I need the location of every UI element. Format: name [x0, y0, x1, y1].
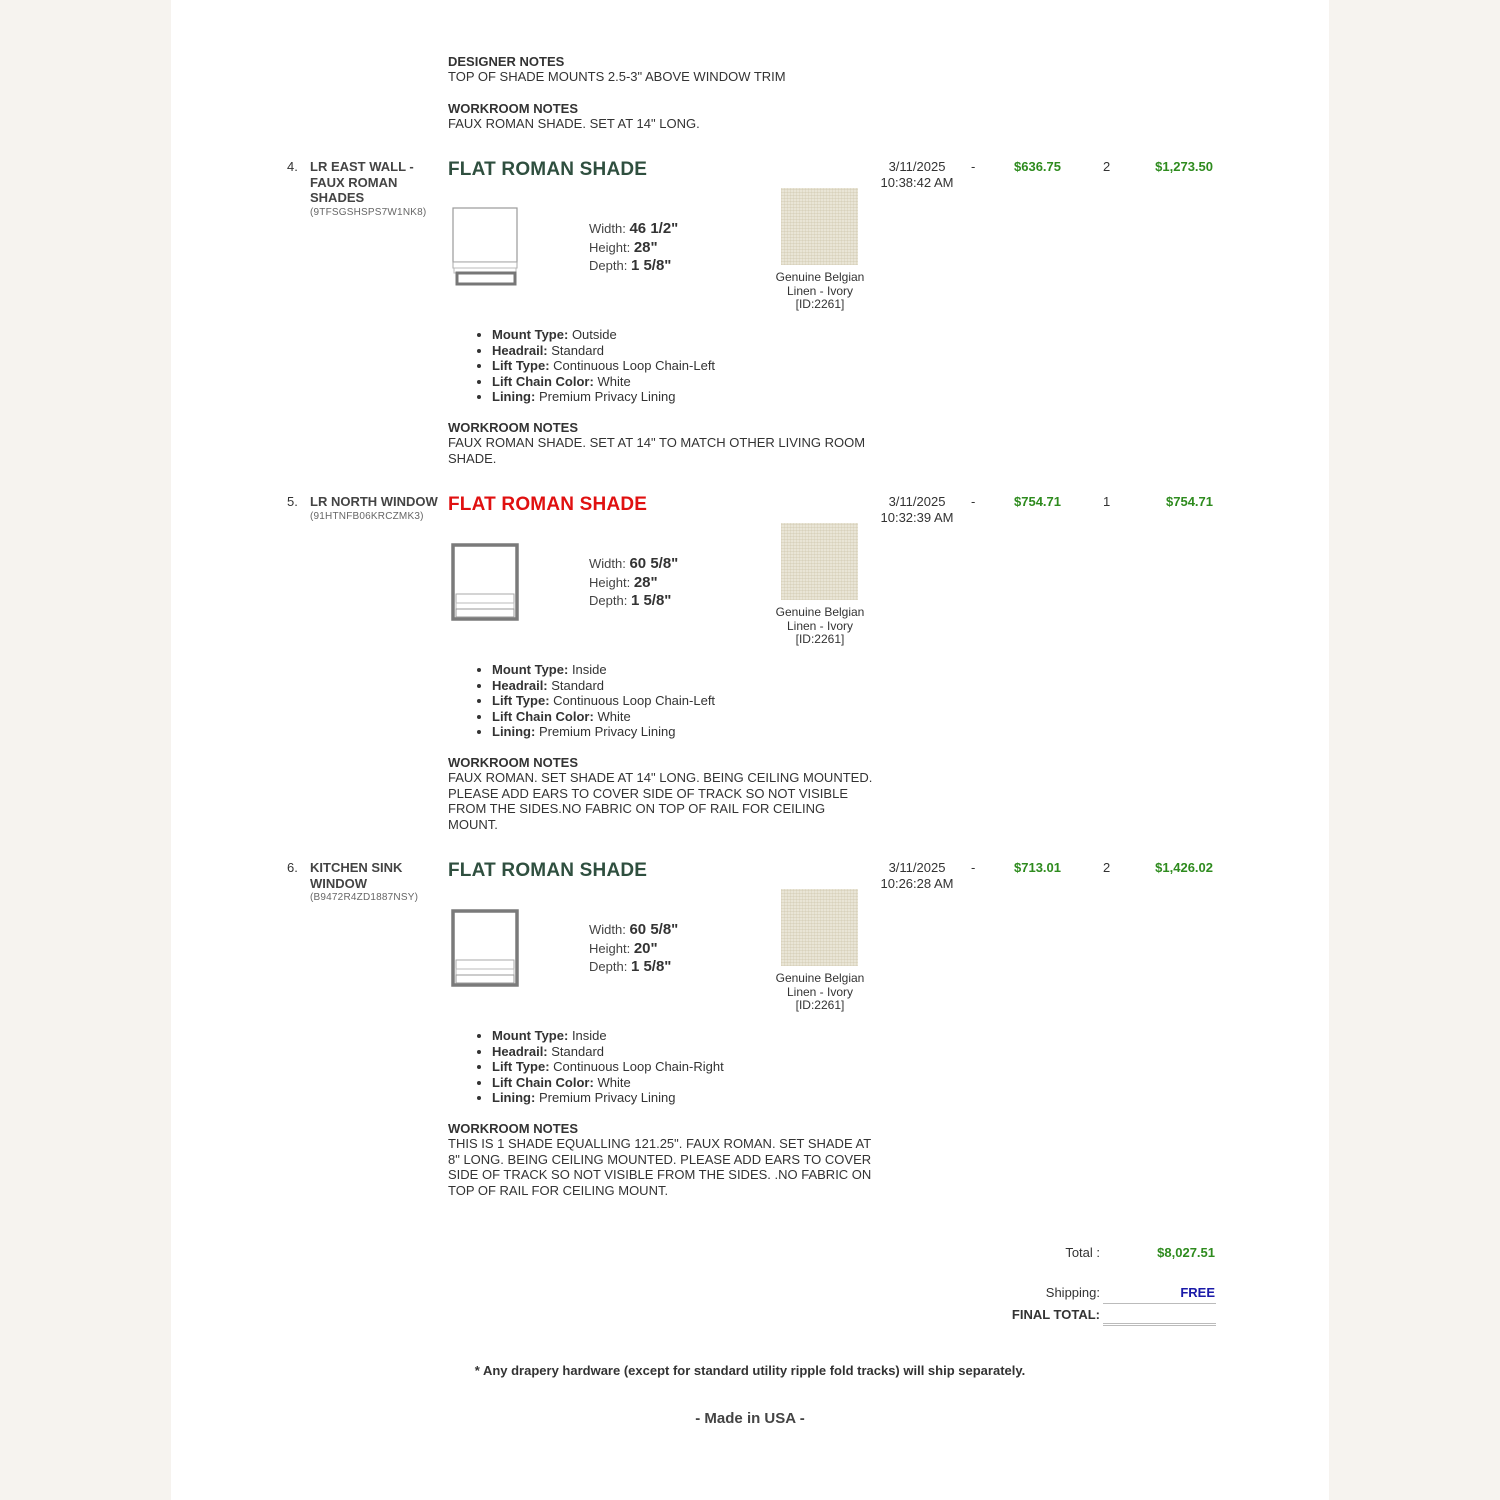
hardware-note: * Any drapery hardware (except for standard utility ripple fold tracks) will ship separately.	[474, 1363, 1026, 1378]
spec-mount-type: • Mount Type: Inside	[492, 1028, 724, 1044]
final-total-label: FINAL TOTAL:	[1011, 1307, 1100, 1322]
spec-list	[448, 1028, 724, 1106]
height-label: Height:	[589, 239, 631, 255]
workroom-notes-text: THIS IS 1 SHADE EQUALLING 121.25". FAUX ROMAN. SET SHADE AT 8" LONG. BEING CEILING MOUNTED. PLEASE ADD EARS TO COVER SIDE OF TRACK SO NOT VISIBLE FROM THE SIDES. .NO FABRIC ON TOP OF RAIL FOR CEILING MOUNT.	[448, 1136, 872, 1198]
shipping-divider	[1103, 1303, 1216, 1304]
item-room	[310, 860, 438, 903]
dimensions	[589, 921, 678, 977]
workroom-notes-label: WORKROOM NOTES	[448, 1121, 578, 1136]
order-date: 3/11/2025 10:38:42 AM	[880, 159, 954, 190]
spec-lift-type: • Lift Type: Continuous Loop Chain-Left	[492, 693, 715, 709]
height-value: 28"	[633, 238, 658, 256]
product-title: FLAT ROMAN SHADE	[448, 159, 648, 180]
discount-dash: -	[971, 494, 976, 509]
workroom-notes-label: WORKROOM NOTES	[448, 100, 578, 116]
height-label: Height:	[589, 574, 631, 590]
product-title: FLAT ROMAN SHADE	[448, 860, 648, 881]
shipping-label: Shipping:	[1045, 1285, 1100, 1300]
spec-list	[448, 662, 715, 740]
width-label: Width:	[589, 922, 626, 937]
spec-headrail: • Headrail: Standard	[492, 678, 715, 694]
fabric-swatch	[781, 188, 858, 265]
width-value: 46 1/2"	[629, 220, 679, 237]
workroom-notes	[448, 755, 873, 832]
width-label: Width:	[589, 221, 626, 236]
spec-lift-type: • Lift Type: Continuous Loop Chain-Right	[492, 1059, 724, 1075]
workroom-notes-text: FAUX ROMAN SHADE. SET AT 14" LONG.	[448, 115, 700, 131]
depth-label: Depth:	[589, 959, 628, 974]
item-room-name: KITCHEN SINK WINDOW	[310, 860, 403, 891]
spec-lining: • Lining: Premium Privacy Lining	[492, 389, 715, 405]
spec-lining: • Lining: Premium Privacy Lining	[492, 724, 715, 740]
quantity: 1	[1103, 494, 1111, 509]
width-value: 60 5/8"	[629, 555, 679, 572]
quantity: 2	[1103, 159, 1111, 174]
inside-mount-shade-icon	[450, 542, 522, 624]
spec-list	[448, 327, 715, 405]
fabric-name: Genuine Belgian Linen - Ivory [ID:2261]	[775, 270, 865, 311]
item-room	[310, 494, 438, 522]
order-date: 3/11/2025 10:26:28 AM	[880, 860, 954, 891]
order-date: 3/11/2025 10:32:39 AM	[880, 494, 954, 525]
workroom-notes-label: WORKROOM NOTES	[448, 420, 578, 435]
total-value: $8,027.51	[1157, 1245, 1215, 1260]
top-notes	[448, 54, 888, 131]
spec-mount-type: • Mount Type: Inside	[492, 662, 715, 678]
spec-lift-chain-color: • Lift Chain Color: White	[492, 709, 715, 725]
height-label: Height:	[589, 940, 631, 956]
designer-notes-text: TOP OF SHADE MOUNTS 2.5-3" ABOVE WINDOW TRIM	[448, 69, 786, 84]
height-value: 20"	[633, 939, 658, 957]
item-number: 6.	[287, 860, 298, 875]
unit-price: $713.01	[1014, 860, 1061, 875]
unit-price: $754.71	[1014, 494, 1061, 509]
item-code: (9TFSGSHSPS7W1NK8)	[310, 206, 427, 218]
line-total: $1,426.02	[1155, 860, 1213, 875]
item-code: (91HTNFB06KRCZMK3)	[310, 510, 424, 522]
made-in-usa: - Made in USA -	[695, 1410, 805, 1427]
workroom-notes-text: FAUX ROMAN. SET SHADE AT 14" LONG. BEING CEILING MOUNTED. PLEASE ADD EARS TO COVER SIDE OF TRACK SO NOT VISIBLE FROM THE SIDES.NO FABRIC ON TOP OF RAIL FOR CEILING MOUNT.	[448, 770, 873, 832]
inside-mount-shade-icon	[450, 908, 522, 990]
fabric-name: Genuine Belgian Linen - Ivory [ID:2261]	[775, 605, 865, 646]
workroom-notes-text: FAUX ROMAN SHADE. SET AT 14" TO MATCH OTHER LIVING ROOM SHADE.	[448, 435, 866, 466]
spec-lift-chain-color: • Lift Chain Color: White	[492, 374, 715, 390]
depth-value: 1 5/8"	[630, 592, 672, 609]
order-page	[171, 0, 1329, 1500]
depth-label: Depth:	[589, 258, 628, 273]
item-room-name: LR NORTH WINDOW	[310, 494, 438, 509]
total-label: Total :	[1065, 1245, 1100, 1260]
quantity: 2	[1103, 860, 1111, 875]
shipping-value: FREE	[1180, 1285, 1215, 1300]
item-room	[310, 159, 438, 218]
workroom-notes	[448, 1121, 873, 1198]
depth-label: Depth:	[589, 593, 628, 608]
workroom-notes-label: WORKROOM NOTES	[448, 755, 578, 770]
spec-lining: • Lining: Premium Privacy Lining	[492, 1090, 724, 1106]
spec-headrail: • Headrail: Standard	[492, 343, 715, 359]
depth-value: 1 5/8"	[630, 958, 672, 975]
height-value: 28"	[633, 573, 658, 591]
line-total: $1,273.50	[1155, 159, 1213, 174]
outside-mount-shade-icon	[450, 206, 522, 288]
item-code: (B9472R4ZD1887NSY)	[310, 892, 419, 903]
width-value: 60 5/8"	[629, 921, 679, 938]
depth-value: 1 5/8"	[630, 257, 672, 274]
spec-lift-chain-color: • Lift Chain Color: White	[492, 1075, 724, 1091]
fabric-name: Genuine Belgian Linen - Ivory [ID:2261]	[775, 971, 865, 1012]
fabric-swatch	[781, 889, 858, 966]
item-room-name: LR EAST WALL - FAUX ROMAN SHADES	[310, 159, 414, 205]
final-total-value	[1103, 1305, 1216, 1326]
designer-notes-label: DESIGNER NOTES	[448, 54, 565, 69]
spec-lift-type: • Lift Type: Continuous Loop Chain-Left	[492, 358, 715, 374]
dimensions	[589, 555, 678, 611]
discount-dash: -	[971, 860, 976, 875]
line-total: $754.71	[1166, 494, 1213, 509]
item-number: 4.	[287, 159, 298, 174]
dimensions	[589, 220, 678, 276]
discount-dash: -	[971, 159, 976, 174]
spec-mount-type: • Mount Type: Outside	[492, 327, 715, 343]
width-label: Width:	[589, 556, 626, 571]
product-title: FLAT ROMAN SHADE	[448, 494, 648, 515]
unit-price: $636.75	[1014, 159, 1061, 174]
fabric-swatch	[781, 523, 858, 600]
workroom-notes	[448, 420, 883, 466]
spec-headrail: • Headrail: Standard	[492, 1044, 724, 1060]
item-number: 5.	[287, 494, 298, 509]
